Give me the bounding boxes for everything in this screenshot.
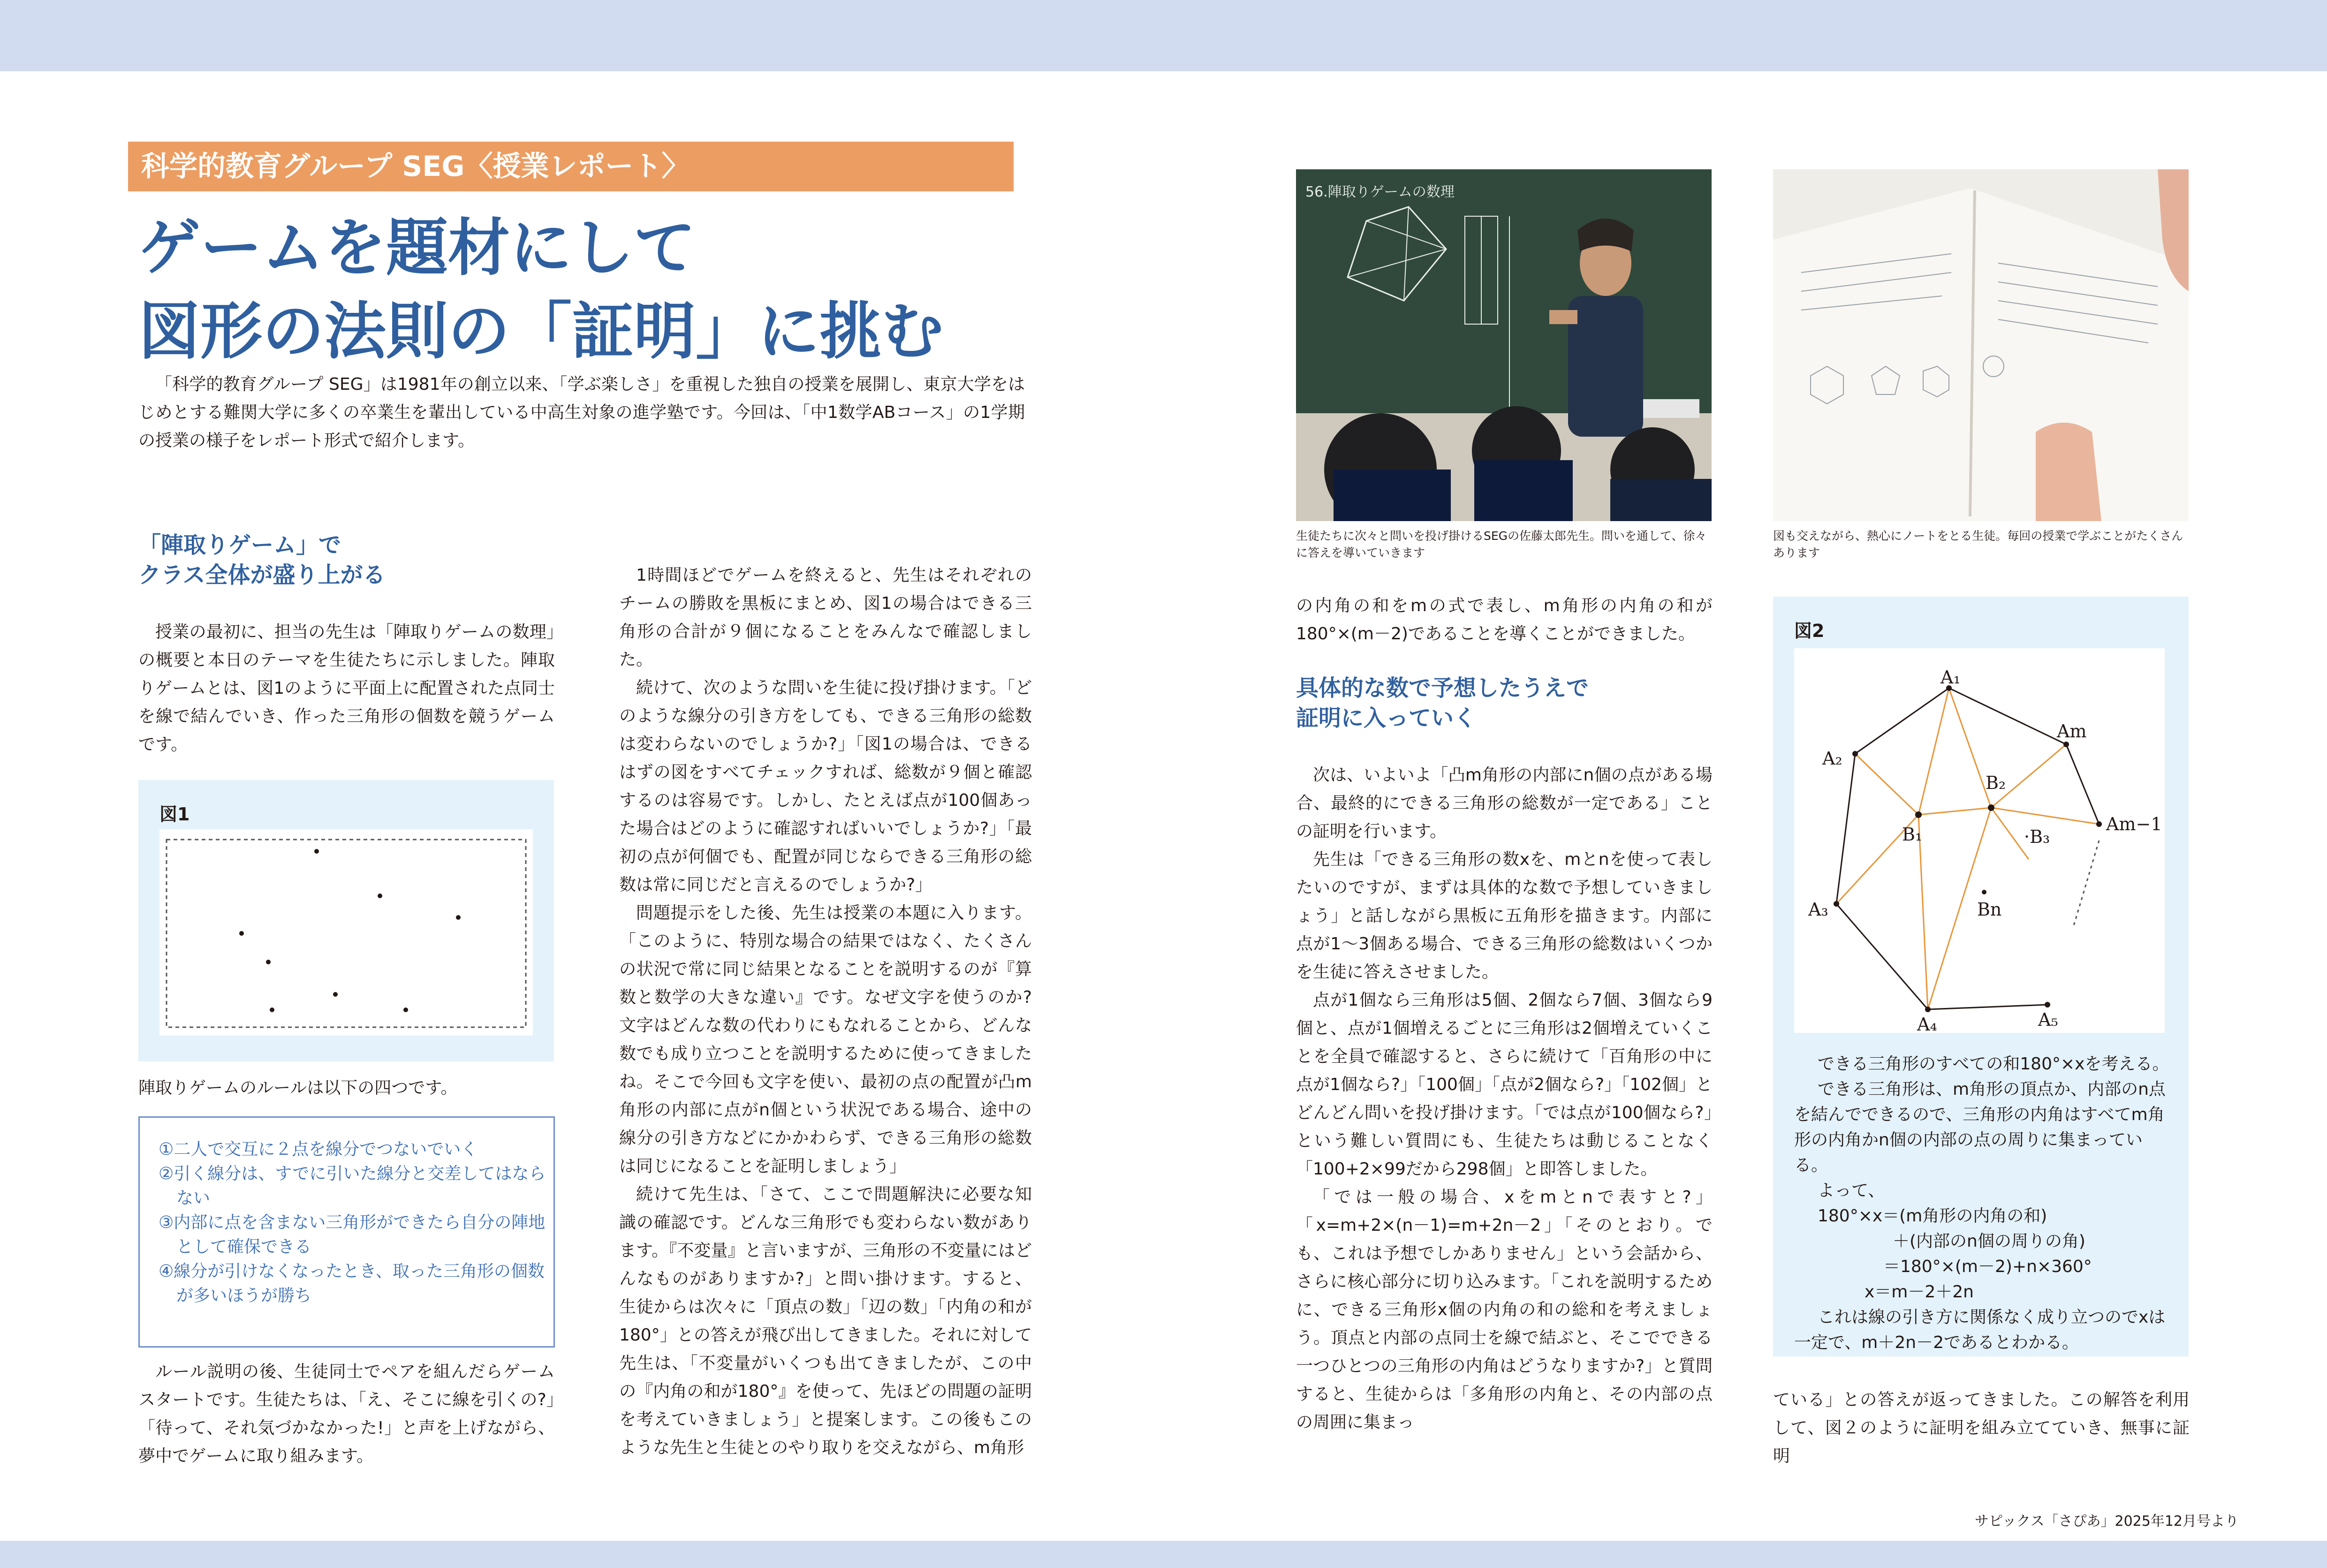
- title-line-1: ゲームを題材にして: [138, 212, 696, 284]
- dotted-edge: [2073, 841, 2099, 927]
- column3-p1: の内角の和をmの式で表し、m角形の内角の和が180°×(m－2)であることを導くことができました。: [1296, 596, 1713, 644]
- figure1-box: [138, 780, 554, 1061]
- notebook-photo: [1773, 169, 2189, 521]
- explain-1: できる三角形のすべての和180°×xを考える。: [1818, 1054, 2169, 1074]
- rules-intro: 陣取りゲームのルールは以下の四つです。: [138, 1078, 458, 1098]
- rules-box: [138, 1116, 555, 1348]
- label-B2: B₂: [1986, 773, 2006, 793]
- photo2-caption: 図も交えながら、熱心にノートをとる生徒。毎回の授業で学ぶことがたくさんあります: [1773, 529, 2183, 560]
- section1-para1: 授業の最初に、担当の先生は「陣取りゲームの数理」の概要と本日のテーマを生徒たちに示しました。陣取りゲームとは、図1のように平面上に配置された点同士を線で結んでいき、作った三角形の個数を競うゲームです。: [138, 622, 555, 754]
- column2-p1: 1時間ほどでゲームを終えると、先生はそれぞれのチームの勝敗を黒板にまとめ、図1の場合はできる三角形の合計が９個になることをみんなで確認しました。: [619, 566, 1032, 669]
- title-line-2: 図形の法則の「証明」に挑む: [138, 295, 943, 368]
- label-Am1: Am−1: [2106, 814, 2162, 834]
- photo1-caption: 生徒たちに次々と問いを投げ掛けるSEGの佐藤太郎先生。問いを通して、徐々に答えを導いていきます: [1296, 529, 1707, 560]
- lead-paragraph: 「科学的教育グループ SEG」は1981年の創立以来、「学ぶ楽しさ」を重視した独自の授業を展開し、東京大学をはじめとする難関大学に多くの卒業生を輩出している中高生対象の進学塾です。今回は、「中1数学ABコース」の1学期の授業の様子をレポート形式で紹介します。: [138, 375, 1025, 450]
- page-title: [138, 206, 1030, 373]
- equation-1: 180°×x＝(m角形の内角の和): [1818, 1206, 2047, 1226]
- column3-body: [1296, 761, 1713, 1437]
- explain-2: できる三角形は、m角形の頂点か、内部のn点を結んでできるので、三角形の内角はすべてm角形の内角かn個の内部の点の周りに集まっている。: [1794, 1080, 2166, 1175]
- edge: [2066, 744, 2099, 824]
- figure1-dots: [159, 829, 533, 1036]
- label-A2: A₂: [1822, 748, 1842, 769]
- column3-p5: 「では一般の場合、xをmとnで表すと?」「x=m+2×(n－1)=m+2n－2」「そのとおり。でも、これは予想でしかありません」という会話から、さらに核心部分に切り込みます。「これを説明するために、できる三角形x個の内角の和の総和を考えましょう。頂点と内部の点同士を線で結ぶと、そこでできる一つひとつの三角形の内角はどうなりますか?」と質問すると、生徒からは「多角形の内角と、その内部の点の周囲に集まっ: [1296, 1188, 1713, 1432]
- figure1-canvas: [159, 829, 533, 1036]
- figure2-label: 図2: [1794, 621, 1825, 641]
- column2-p4: 続けて先生は、「さて、ここで問題解決に必要な知識の確認です。どんな三角形でも変わらない数があります。『不変量』と言いますが、三角形の不変量にはどんなものがありますか?」と問い掛けます。すると、生徒からは次々に「頂点の数」「辺の数」「内角の和が180°」との答えが飛び出してきました。それに対して先生は、「不変量がいくつも出てきましたが、この中の『内角の和が180°』を使って、先ほどの問題の証明を考えていきましょう」と提案します。この後もこのような先生と生徒とのやり取りを交えながら、m角形: [619, 1185, 1032, 1457]
- equation-4: x＝m－2＋2n: [1865, 1282, 1974, 1302]
- classroom-photo: [1296, 169, 1712, 521]
- board-title-text: 56.陣取りゲームの数理: [1305, 184, 1455, 200]
- fig1-dot: [266, 960, 271, 964]
- explain-4: これは線の引き方に関係なく成り立つのでxは一定で、m＋2n－2であるとわかる。: [1794, 1308, 2166, 1352]
- rule-item: ④線分が引けなくなったとき、取った三角形の個数が多いほうが勝ち: [159, 1262, 545, 1305]
- equation-2: ＋(内部のn個の周りの角): [1893, 1232, 2085, 1251]
- figure1-dashed-frame: [167, 840, 526, 1027]
- column2: [619, 533, 1032, 1462]
- edge: [1928, 1005, 2047, 1009]
- column3-p3: 先生は「できる三角形の数xを、mとnを使って表したいのですが、まずは具体的な数で予想していきましょう」と話しながら黒板に五角形を描きます。内部に点が1～3個ある場合、できる三角形の総数はいくつかを生徒に答えさせました。: [1296, 850, 1713, 982]
- section1-para2: ルール説明の後、生徒同士でペアを組んだらゲームスタートです。生徒たちは、「え、そこに線を引くの?」「待って、それ気づかなかった!」と声を上げながら、夢中でゲームに取り組みます。: [138, 1362, 555, 1466]
- label-A4: A₄: [1917, 1014, 1937, 1033]
- fig1-dot: [403, 1007, 408, 1012]
- section2-heading-line1: 具体的な数で予想したうえで: [1296, 675, 1589, 701]
- source-credit: サピックス「さぴあ」2025年12月号より: [1975, 1513, 2239, 1530]
- column4-end: ている」との答えが返ってきました。この解答を利用して、図２のように証明を組み立てていき、無事に証明: [1773, 1390, 2190, 1466]
- rule-item: ③内部に点を含まない三角形ができたら自分の陣地として確保できる: [159, 1213, 546, 1257]
- rule-item: ②引く線分は、すでに引いた線分と交差してはならない: [159, 1164, 546, 1208]
- column2-p3: 問題提示をした後、先生は授業の本題に入ります。「このように、特別な場合の結果ではなく、たくさんの状況で常に同じ結果となることを説明するのが『算数と数学の大きな違い』です。なぜ文字を使うのか?文字はどんな数の代わりにもなれることから、どんな数でも成り立つことを説明するために使ってきましたね。そこで今回も文字を使い、最初の点の配置が凸m角形の内部に点がn個という状況である場合、途中の線分の引き方などにかかわらず、できる三角形の総数は同じになることを証明しましょう」: [619, 903, 1032, 1176]
- edge: [1836, 754, 1855, 904]
- fig1-dot: [333, 992, 338, 997]
- fig1-dot: [378, 894, 382, 898]
- label-Am: Am: [2057, 721, 2087, 742]
- fig1-dot: [270, 1007, 274, 1012]
- column2-p2: 続けて、次のような問いを生徒に投げ掛けます。「どのような線分の引き方をしても、できる三角形の総数は変わらないのでしょうか?」「図1の場合は、できるはずの図をすべてチェックすれば、総数が９個と確認するのは容易です。しかし、たとえば点が100個あった場合はどのように確認すればいいでしょうか?」「最初の点が何個でも、配置が同じならできる三角形の総数は常に同じだと言えるのでしょうか?」: [619, 678, 1032, 894]
- label-Bn: Bn: [1977, 899, 2002, 920]
- section2-heading-line2: 証明に入っていく: [1296, 705, 1477, 731]
- bottom-band: [0, 1541, 2327, 1568]
- column3-p2: 次は、いよいよ「凸m角形の内部にn個の点がある場合、最終的にできる三角形の総数が一定である」ことの証明を行います。: [1296, 765, 1713, 841]
- equation-3: ＝180°×(m－2)+n×360°: [1883, 1257, 2092, 1276]
- rule-item: ①二人で交互に２点を線分でつないでいく: [159, 1140, 478, 1159]
- edge: [1836, 904, 1928, 1009]
- figure2-box: [1773, 597, 2189, 1356]
- fig1-dot: [314, 849, 319, 854]
- explain-3: よって、: [1818, 1181, 1885, 1200]
- label-A3: A₃: [1808, 899, 1828, 920]
- section2-heading: [1296, 673, 1709, 733]
- fig1-dot: [239, 931, 244, 936]
- label-A5: A₅: [2038, 1009, 2058, 1030]
- label-B3: ·B₃: [2024, 826, 2050, 847]
- figure1-label: 図1: [159, 804, 190, 825]
- figure2-diagram: [1794, 648, 2165, 1033]
- top-band: [0, 0, 2327, 71]
- section1-heading-line1: 「陣取りゲーム」で: [138, 532, 341, 558]
- polygon-proof-diagram: [1794, 648, 2165, 1033]
- section-label: 科学的教育グループ SEG〈授業レポート〉: [128, 142, 1014, 191]
- figure2-explanation: [1794, 1052, 2169, 1356]
- label-B1: B₁: [1902, 824, 1923, 845]
- column3-p4: 点が1個なら三角形は5個、2個なら7個、3個なら9個と、点が1個増えるごとに三角形は2個増えていくことを全員で確認すると、さらに続けて「百角形の中に点が1個なら?」「100個」「点が2個なら?」「102個」とどんどん問いを投げ掛けます。「では点が100個なら?」という難しい質問にも、生徒たちは動じることなく「100+2×99だから298個」と即答しました。: [1296, 991, 1713, 1179]
- section1-heading-line2: クラス全体が盛り上がる: [138, 562, 386, 588]
- classroom-illustration: [1296, 169, 1712, 521]
- label-A1: A₁: [1940, 667, 1961, 688]
- notebook-illustration: [1773, 169, 2189, 521]
- fig1-dot: [456, 915, 461, 920]
- section1-heading: [138, 530, 551, 590]
